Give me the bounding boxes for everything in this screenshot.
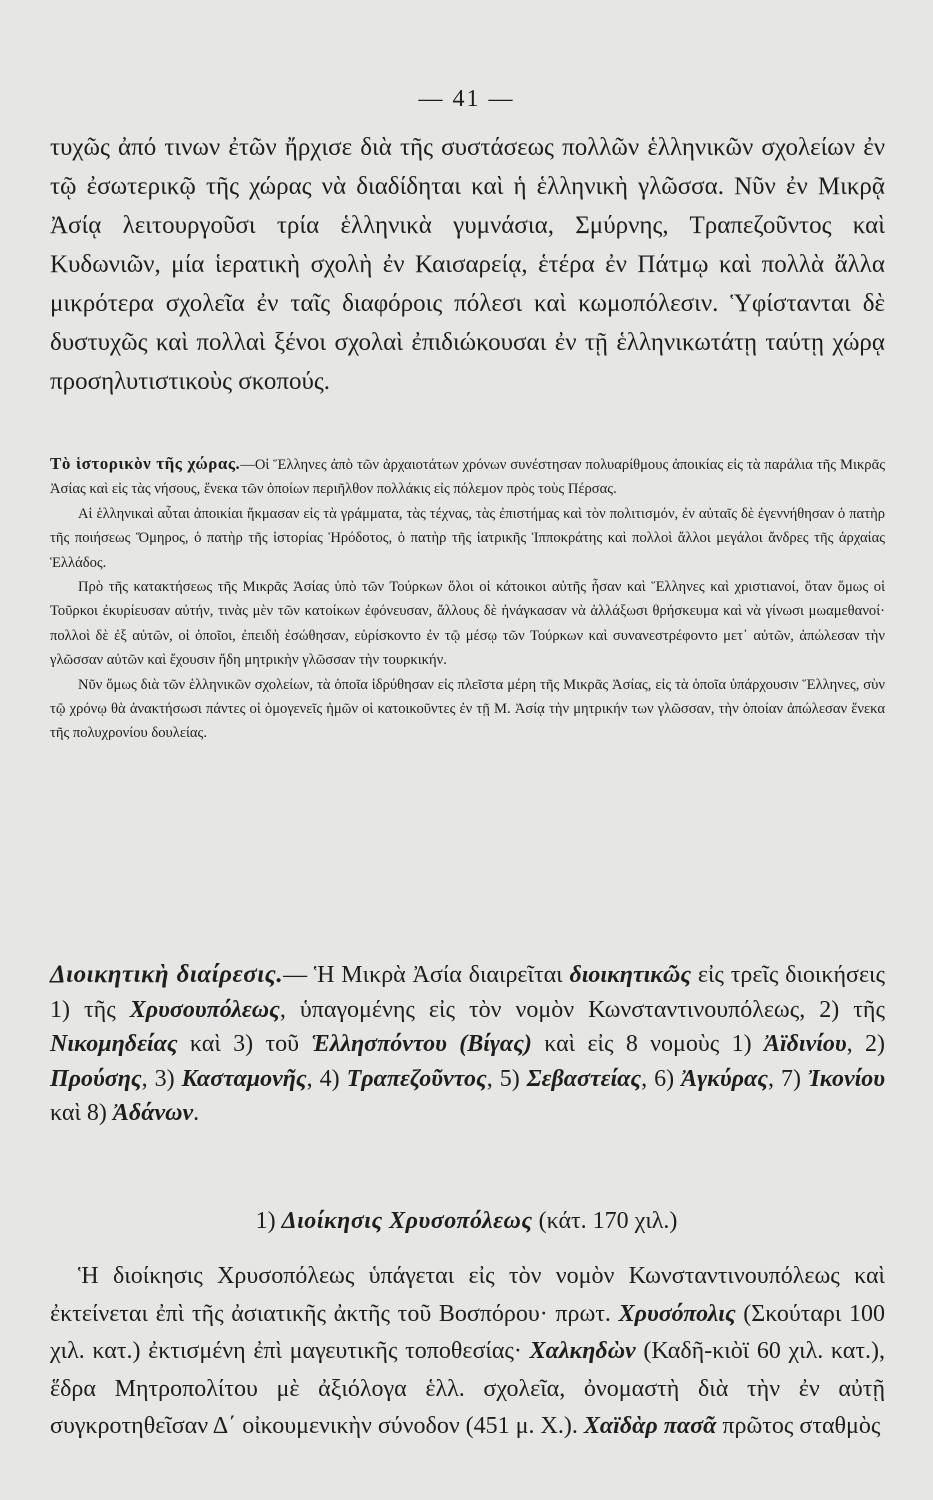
admin-term: Ἀγκύρας bbox=[681, 1065, 768, 1092]
admin-text: εἰς τρεῖς διοικήσεις 1) τῆς bbox=[50, 962, 886, 1023]
history-paragraph-4: Νῦν ὅμως διὰ τῶν ἑλληνικῶν σχολείων, τὰ ὁποῖα ἱδρύθησαν εἰς πλεῖστα μέρη τῆς Μικρᾶς Ἀσίας, εἰς τὰ ὁποῖα ὑπάρχουσιν Ἕλληνες, σὺν τῷ χρόνῳ θὰ ἀνακτήσωσι πάντες οἱ ὁμογενεῖς ἡμῶν οἱ κατοικοῦντες ἐν τῇ Μ. Ἀσίᾳ τὴν μητρικήν των γλῶσσαν, τὴν ὁποίαν ἀπώλεσαν ἕνεκα τῆς πολυχρονίου δουλείας. bbox=[50, 676, 885, 742]
admin-term: Ἀδάνων bbox=[112, 1100, 194, 1127]
history-section bbox=[50, 452, 885, 746]
admin-term: Ἰκονίου bbox=[808, 1065, 886, 1092]
place-name: Χρυσόπολις bbox=[618, 1300, 736, 1327]
admin-text: , ὑπαγομένης εἰς τὸν νομὸν Κωνσταντινουπόλεως, 2) τῆς bbox=[279, 996, 885, 1023]
lead-paragraph: τυχῶς ἀπό τινων ἐτῶν ἤρχισε διὰ τῆς συστάσεως πολλῶν ἑλληνικῶν σχολείων ἐν τῷ ἐσωτερικῷ τῆς χώρας νὰ διαδίδηται καὶ ἡ ἑλληνικὴ γλῶσσα. Νῦν ἐν Μικρᾷ Ἀσίᾳ λειτουργοῦσι τρία ἑλληνικὰ γυμνάσια, Σμύρνης, Τραπεζοῦντος καὶ Κυδωνιῶν, μία ἱερατικὴ σχολὴ ἐν Καισαρείᾳ, ἑτέρα ἐν Πάτμῳ καὶ πολλὰ ἄλλα μικρότερα σχολεῖα ἐν ταῖς διαφόροις πόλεσι καὶ κωμοπόλεσιν. Ὑφίστανται δὲ δυστυχῶς καὶ πολλαὶ ξένοι σχολαὶ ἐπιδιώκουσαι ἐν τῇ ἑλληνικωτάτῃ ταύτῃ χώρᾳ προσηλυτιστικοὺς σκοπούς. bbox=[50, 134, 885, 395]
admin-text: — Ἡ Μικρὰ Ἀσία διαιρεῖται bbox=[283, 962, 570, 988]
admin-text: , 7) bbox=[767, 1065, 809, 1092]
chrysopolis-text: Ἡ διοίκησις Χρυσοπόλεως ὑπάγεται εἰς τὸν νομὸν Κωνσταντινουπόλεως καὶ ἐκτείνεται ἐπὶ τῆς ἀσιατικῆς ἀκτῆς τοῦ Βοσπόρου· πρωτ. bbox=[50, 1263, 885, 1327]
admin-term: Κασταμονῆς bbox=[181, 1065, 307, 1092]
chrysopolis-text: πρῶτος σταθμὸς bbox=[716, 1413, 881, 1439]
history-paragraph-3: Πρὸ τῆς κατακτήσεως τῆς Μικρᾶς Ἀσίας ὑπὸ τῶν Τούρκων ὅλοι οἱ κάτοικοι αὐτῆς ἦσαν καὶ Ἕλληνες καὶ χριστιανοί, ὅταν ὅμως οἱ Τοῦρκοι ἐκυρίευσαν αὐτήν, τινὰς μὲν τῶν κατοίκων ἐφόνευσαν, ἄλλους δὲ ἠνάγκασαν νὰ ἀλλάξωσι θρήσκευμα καὶ νὰ γίνωσι μωαμεθανοί· πολλοὶ δὲ ἐξ αὐτῶν, οἱ ὁποῖοι, ἐπειδὴ ἐσώθησαν, εὑρίσκοντο ἐν τῷ μέσῳ τῶν Τούρκων καὶ συνανεστρέφοντο μετ᾽ αὐτῶν, ἀπώλεσαν τὴν γλῶσσαν αὐτῶν καὶ ἔχουσιν ἤδη μητρικὴν γλῶσσαν τὴν τουρκικήν. bbox=[50, 579, 885, 669]
place-name: Χαϊδὰρ πασᾶ bbox=[583, 1413, 717, 1439]
admin-term: διοικητικῶς bbox=[569, 962, 692, 988]
history-text-1: —Οἱ Ἕλληνες ἀπὸ τῶν ἀρχαιοτάτων χρόνων συνέστησαν πολυαρίθμους ἀποικίας εἰς τὰ παράλια τῆς Μικρᾶς Ἀσίας καὶ εἰς τὰς νήσους, ἕνεκα τῶν ὁποίων περιῆλθον πολλάκις εἰς πόλεμον πρὸς τοὺς Πέρσας. bbox=[50, 457, 885, 498]
admin-term: Νικομηδείας bbox=[50, 1031, 178, 1058]
admin-text: , 4) bbox=[306, 1065, 347, 1092]
admin-term: Χρυσουπόλεως bbox=[129, 996, 280, 1023]
admin-text: , 6) bbox=[641, 1065, 682, 1092]
admin-heading: Διοικητικὴ διαίρεσις. bbox=[50, 961, 284, 988]
admin-term: Ἀϊδινίου bbox=[763, 1031, 847, 1058]
chrysopolis-text: (Σκούταρι 100 χιλ. κατ.) ἐκτισμένη ἐπὶ μαγευτικῆς τοποθεσίας· bbox=[50, 1300, 885, 1364]
admin-text: , 5) bbox=[486, 1065, 527, 1092]
admin-term: Σεβαστείας bbox=[526, 1065, 642, 1092]
place-name: Χαλκηδὼν bbox=[529, 1338, 636, 1364]
admin-text: . bbox=[193, 1100, 200, 1127]
history-paragraph-2: Αἱ ἑλληνικαὶ αὗται ἀποικίαι ἤκμασαν εἰς τὰ γράμματα, τὰς τέχνας, τὰς ἐπιστήμας καὶ τὸν πολιτισμόν, ἐν αὐταῖς δὲ ἐγεννήθησαν ὁ πατὴρ τῆς ποιήσεως Ὅμηρος, ὁ πατὴρ τῆς ἱστορίας Ἡρόδοτος, ὁ πατὴρ τῆς ἰατρικῆς Ἱπποκράτης καὶ πολλοὶ ἄλλοι μεγάλοι ἄνδρες τῆς ἀρχαίας Ἑλλάδος. bbox=[50, 505, 885, 571]
history-heading: Τὸ ἱστορικὸν τῆς χώρας. bbox=[50, 454, 241, 473]
admin-term: Ἑλλησπόντου (Βίγας) bbox=[311, 1031, 532, 1058]
page-number: — 41 — bbox=[418, 86, 515, 112]
admin-text: , 3) bbox=[141, 1065, 182, 1092]
admin-text: καὶ 3) τοῦ bbox=[177, 1031, 312, 1058]
admin-term: Προύσης bbox=[50, 1065, 142, 1092]
admin-term: Τραπεζοῦντος bbox=[346, 1065, 487, 1092]
section-number: 1) bbox=[255, 1208, 276, 1234]
chrysopolis-paragraph bbox=[50, 1258, 885, 1446]
section-heading bbox=[0, 1208, 933, 1235]
admin-division-paragraph bbox=[50, 958, 885, 1131]
section-note: (κάτ. 170 χιλ.) bbox=[538, 1208, 678, 1234]
history-paragraph-1 bbox=[50, 452, 885, 502]
chrysopolis-text: (Καδῆ-κιὸϊ 60 χιλ. κατ.), ἕδρα Μητροπολίτου μὲ ἀξιόλογα ἑλλ. σχολεῖα, ὀνομαστὴ διὰ τὴν ἐν αὐτῇ συγκροτηθεῖσαν Δ΄ οἰκουμενικὴν σύνοδον (451 μ. Χ.). bbox=[50, 1338, 885, 1439]
admin-text: , 2) bbox=[846, 1031, 885, 1058]
section-title: Διοίκησις Χρυσοπόλεως bbox=[281, 1208, 533, 1234]
admin-text: καὶ 8) bbox=[50, 1100, 113, 1127]
admin-text: καὶ εἰς 8 νομοὺς 1) bbox=[531, 1031, 764, 1058]
